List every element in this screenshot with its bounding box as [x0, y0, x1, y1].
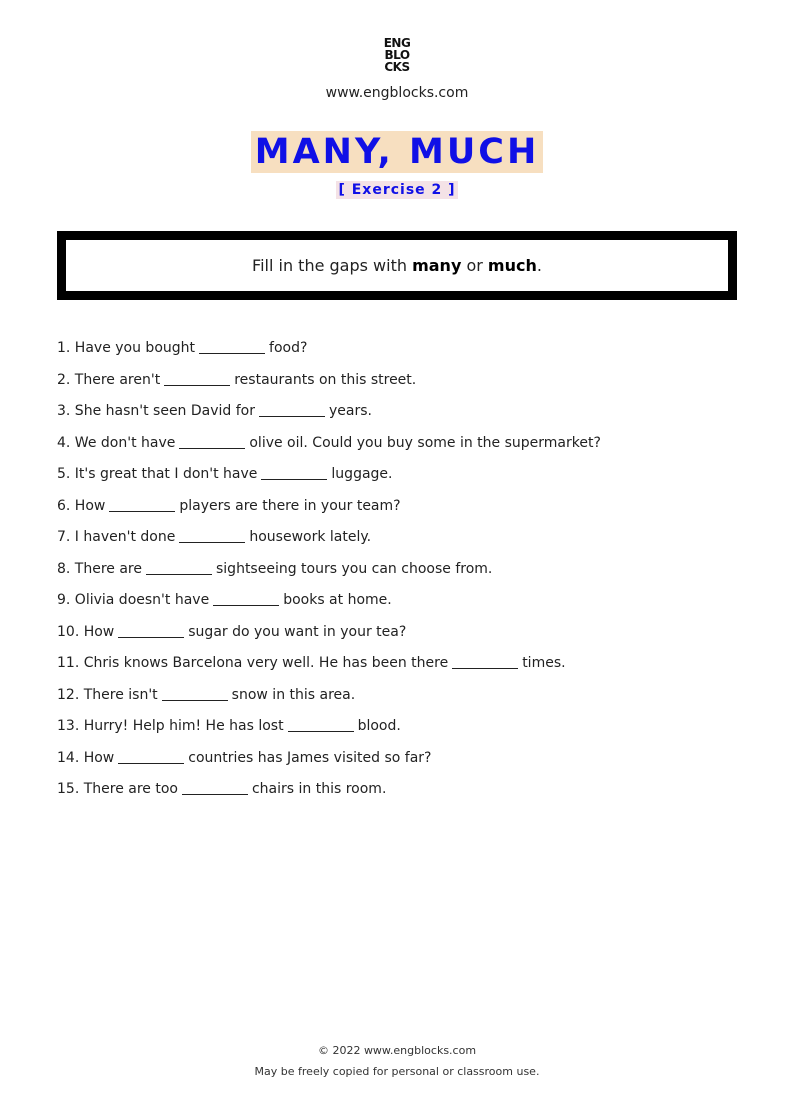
- answer-gap[interactable]: [179, 434, 245, 449]
- question-item: [57, 590, 757, 622]
- instruction-text-after: .: [536, 256, 542, 275]
- instruction-word-much: much: [487, 256, 537, 275]
- logo-line-3: CKS: [384, 60, 410, 74]
- question-text: 3. She hasn't seen David for: [57, 403, 256, 419]
- question-text: 15. There are too: [57, 781, 178, 797]
- answer-gap[interactable]: [199, 339, 265, 354]
- question-item: [57, 433, 757, 465]
- logo-line-1: ENG: [383, 36, 411, 50]
- question-item: [57, 370, 757, 402]
- question-item: [57, 338, 757, 370]
- question-text: 9. Olivia doesn't have: [57, 592, 210, 608]
- exercise-subtitle: [ Exercise 2 ]: [338, 182, 456, 198]
- question-text-end: restaurants on this street.: [234, 371, 417, 388]
- instruction-box: [57, 231, 737, 300]
- question-item: [57, 748, 757, 780]
- instruction-text-before: Fill in the gaps with: [252, 256, 413, 275]
- question-text-end: snow in this area.: [231, 686, 356, 703]
- question-text-end: blood.: [357, 718, 401, 734]
- question-list: [57, 338, 757, 811]
- question-text-end: housework lately.: [249, 529, 372, 545]
- question-text: 8. There are: [57, 560, 142, 577]
- answer-gap[interactable]: [213, 591, 279, 606]
- question-text: 11. Chris knows Barcelona very well. He has been there: [57, 655, 449, 671]
- question-text-end: years.: [329, 403, 372, 419]
- answer-gap[interactable]: [261, 465, 327, 480]
- question-text: 14. How: [57, 749, 115, 766]
- answer-gap[interactable]: [146, 560, 212, 575]
- engblocks-logo: [0, 37, 794, 75]
- question-item: [57, 527, 757, 559]
- question-text: 1. Have you bought: [57, 340, 196, 356]
- question-text: 13. Hurry! Help him! He has lost: [57, 718, 284, 734]
- instruction-text-middle: or: [461, 256, 488, 275]
- question-item: [57, 464, 757, 496]
- question-text-end: times.: [522, 655, 566, 671]
- question-text: 4. We don't have: [57, 434, 176, 451]
- question-text-end: books at home.: [283, 592, 392, 608]
- question-text: 12. There isn't: [57, 686, 158, 703]
- question-text: 7. I haven't done: [57, 529, 176, 545]
- question-text-end: players are there in your team?: [179, 497, 401, 514]
- answer-gap[interactable]: [162, 686, 228, 701]
- question-item: [57, 401, 757, 433]
- question-text: 2. There aren't: [57, 371, 161, 388]
- logo-line-2: BLO: [384, 48, 410, 62]
- question-item: [57, 622, 757, 654]
- question-text-end: food?: [269, 340, 308, 356]
- answer-gap[interactable]: [452, 654, 518, 669]
- instruction-word-many: many: [412, 256, 462, 275]
- question-item: [57, 779, 757, 811]
- question-text-end: luggage.: [331, 466, 393, 482]
- answer-gap[interactable]: [259, 402, 325, 417]
- question-text-end: sightseeing tours you can choose from.: [216, 560, 493, 577]
- question-text-end: chairs in this room.: [251, 781, 387, 797]
- answer-gap[interactable]: [179, 528, 245, 543]
- answer-gap[interactable]: [118, 623, 184, 638]
- worksheet-title: MANY, MUCH: [251, 131, 543, 173]
- question-text: 5. It's great that I don't have: [57, 466, 258, 482]
- footer-copyright: © 2022 www.engblocks.com: [317, 1044, 477, 1057]
- question-item: [57, 653, 757, 685]
- answer-gap[interactable]: [164, 371, 230, 386]
- answer-gap[interactable]: [182, 780, 248, 795]
- question-text: 10. How: [57, 623, 115, 640]
- question-item: [57, 716, 757, 748]
- question-text-end: olive oil. Could you buy some in the supermarket?: [249, 434, 601, 451]
- question-item: [57, 559, 757, 591]
- question-text: 6. How: [57, 497, 106, 514]
- footer-note: May be freely copied for personal or classroom use.: [254, 1065, 540, 1078]
- question-item: [57, 496, 757, 528]
- answer-gap[interactable]: [288, 717, 354, 732]
- site-url[interactable]: www.engblocks.com: [325, 85, 469, 101]
- answer-gap[interactable]: [109, 497, 175, 512]
- question-item: [57, 685, 757, 717]
- question-text-end: sugar do you want in your tea?: [188, 623, 407, 640]
- question-text-end: countries has James visited so far?: [188, 749, 432, 766]
- answer-gap[interactable]: [118, 749, 184, 764]
